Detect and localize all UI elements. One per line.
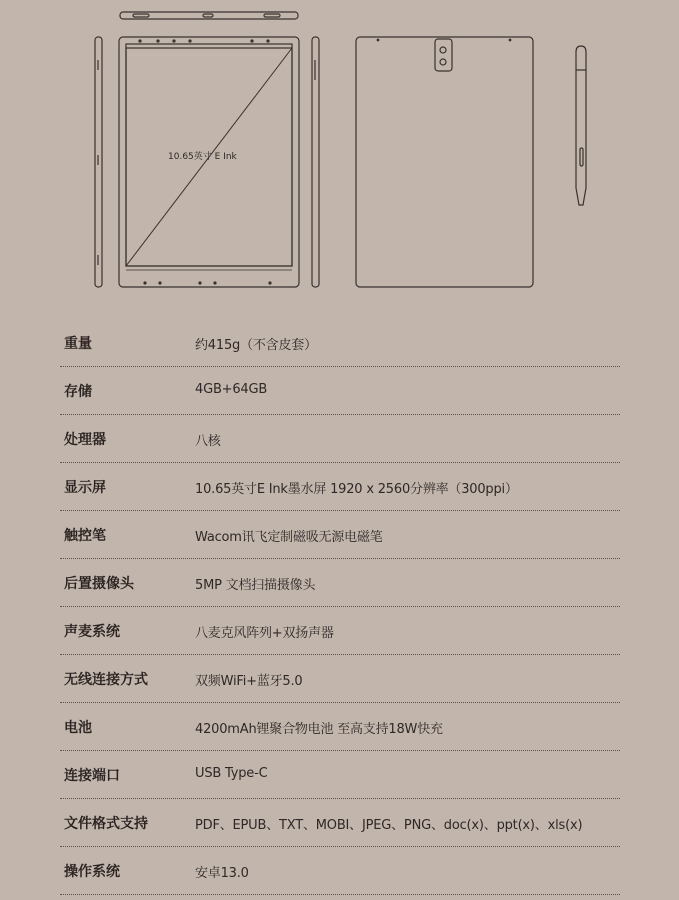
spec-value: 约415g（不含皮套） bbox=[195, 338, 317, 353]
spec-value: PDF、EPUB、TXT、MOBI、JPEG、PNG、doc(x)、ppt(x)、xls(x) bbox=[195, 818, 583, 833]
spec-value: 八麦克风阵列+双扬声器 bbox=[195, 626, 334, 641]
spec-row-weight bbox=[60, 319, 620, 367]
spec-row-port bbox=[60, 751, 620, 799]
device-top-edge-view bbox=[120, 12, 298, 19]
spec-row-battery bbox=[60, 703, 620, 751]
spec-label: 显示屏 bbox=[64, 480, 106, 496]
spec-value: 八核 bbox=[195, 434, 221, 449]
screen-size-label: 10.65英寸 E Ink bbox=[168, 152, 237, 162]
spec-label: 声麦系统 bbox=[64, 624, 120, 640]
device-back-view bbox=[356, 37, 533, 287]
spec-label: 连接端口 bbox=[64, 768, 120, 784]
spec-label: 触控笔 bbox=[64, 528, 106, 544]
device-diagram bbox=[0, 0, 679, 300]
spec-label: 存储 bbox=[64, 384, 92, 400]
spec-row-os bbox=[60, 847, 620, 895]
device-line-drawings bbox=[0, 0, 679, 300]
stylus-view bbox=[576, 46, 586, 205]
spec-table bbox=[60, 319, 620, 895]
device-front-view bbox=[119, 37, 299, 287]
spec-value: 4GB+64GB bbox=[195, 382, 268, 397]
spec-value: 10.65英寸E Ink墨水屏 1920 x 2560分辨率（300ppi） bbox=[195, 482, 518, 497]
spec-row-wireless bbox=[60, 655, 620, 703]
spec-value: 双频WiFi+蓝牙5.0 bbox=[195, 674, 303, 689]
spec-label: 处理器 bbox=[64, 432, 106, 448]
spec-label: 文件格式支持 bbox=[64, 816, 148, 832]
spec-label: 重量 bbox=[64, 336, 92, 352]
spec-row-storage bbox=[60, 367, 620, 415]
spec-label: 操作系统 bbox=[64, 864, 120, 880]
spec-value: 4200mAh锂聚合物电池 至高支持18W快充 bbox=[195, 722, 443, 737]
device-left-side-view bbox=[95, 37, 102, 287]
device-right-side-view bbox=[312, 37, 319, 287]
spec-value: Wacom讯飞定制磁吸无源电磁笔 bbox=[195, 530, 383, 545]
spec-value: USB Type-C bbox=[195, 766, 268, 781]
spec-label: 电池 bbox=[64, 720, 92, 736]
spec-row-rear-camera bbox=[60, 559, 620, 607]
spec-value: 安卓13.0 bbox=[195, 866, 249, 881]
spec-row-file-formats bbox=[60, 799, 620, 847]
spec-row-stylus bbox=[60, 511, 620, 559]
spec-value: 5MP 文档扫描摄像头 bbox=[195, 578, 316, 593]
spec-row-processor bbox=[60, 415, 620, 463]
spec-label: 无线连接方式 bbox=[64, 672, 148, 688]
spec-label: 后置摄像头 bbox=[64, 576, 134, 592]
spec-row-display bbox=[60, 463, 620, 511]
spec-row-audio bbox=[60, 607, 620, 655]
